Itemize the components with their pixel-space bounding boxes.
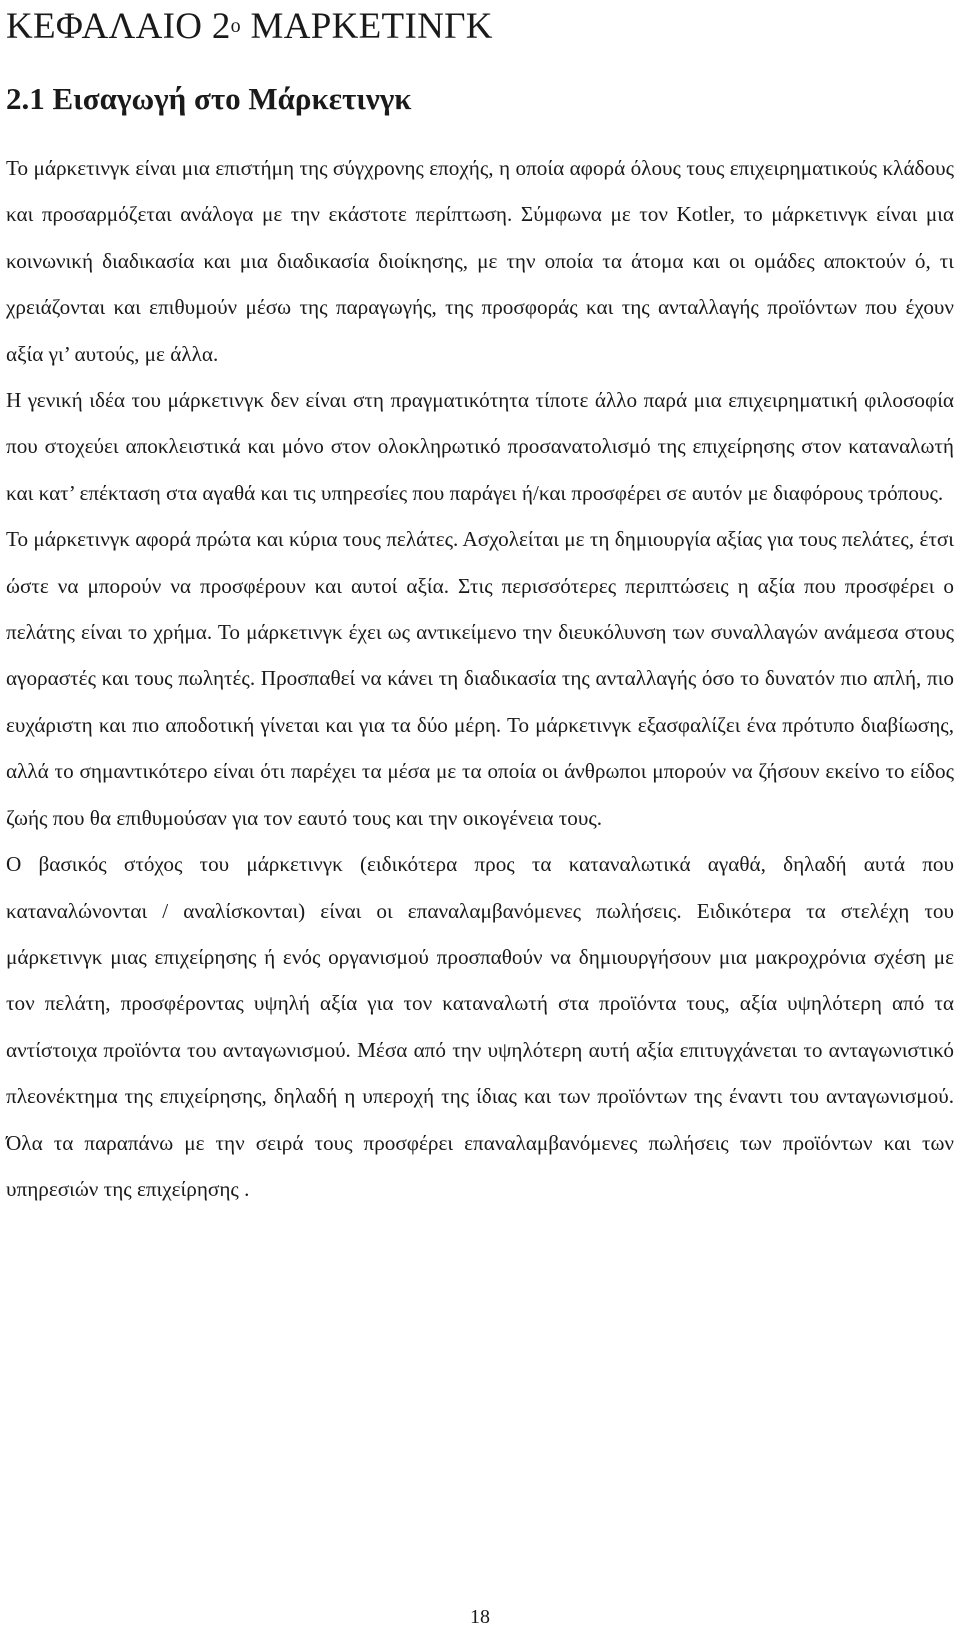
paragraph-2: Η γενική ιδέα του μάρκετινγκ δεν είναι στη πραγματικότητα τίποτε άλλο παρά μια επιχειρηματική φιλοσοφία που στοχεύει αποκλειστικά και μόνο στον ολοκληρωτικό προσανατολισμό της επιχείρησης στον καταναλωτή και κατ’ επέκταση στα αγαθά και τις υπηρεσίες που παράγει ή/και προσφέρει σε αυτόν με διαφόρους τρόπους. — [6, 388, 954, 505]
paragraph-4: Ο βασικός στόχος του μάρκετινγκ (ειδικότερα προς τα καταναλωτικά αγαθά, δηλαδή αυτά που καταναλώνονται / αναλίσκονται) είναι οι επαναλαμβανόμενες πωλήσεις. Ειδικότερα τα στελέχη του μάρκετινγκ μιας επιχείρησης ή ενός οργανισμού προσπαθούν να δημιουργήσουν μια μακροχρόνια σχέση με τον πελάτη, προσφέροντας υψηλή αξία για τον καταναλωτή στα προϊόντα τους, αξία υψηλότερη από τα αντίστοιχα προϊόντα του ανταγωνισμού. Μέσα από την υψηλότερη αυτή αξία επιτυγχάνεται το ανταγωνιστικό πλεονέκτημα της επιχείρησης, δηλαδή η υπεροχή της ίδιας και των προϊόντων της έναντι του ανταγωνισμού. Όλα τα παραπάνω με την σειρά τους προσφέρει επαναλαμβανόμενες πωλήσεις των προϊόντων και των υπηρεσιών της επιχείρησης . — [6, 852, 954, 1201]
chapter-title — [6, 0, 954, 53]
paragraph-1: Το μάρκετινγκ είναι μια επιστήμη της σύγχρονης εποχής, η οποία αφορά όλους τους επιχειρηματικούς κλάδους και προσαρμόζεται ανάλογα με την εκάστοτε περίπτωση. Σύμφωνα με τον Kotler, το μάρκετινγκ είναι μια κοινωνική διαδικασία και μια διαδικασία διοίκησης, με την οποία τα άτομα και οι ομάδες αποκτούν ό, τι χρειάζονται και επιθυμούν μέσω της παραγωγής, της προσφοράς και της ανταλλαγής προϊόντων που έχουν αξία γι’ αυτούς, με άλλα. — [6, 156, 954, 366]
page-number: 18 — [470, 1606, 490, 1628]
chapter-title-suffix: ΜΑΡΚΕΤΙΝΓΚ — [240, 6, 493, 47]
document-page — [6, 0, 954, 1212]
chapter-title-prefix: ΚΕΦΑΛΑΙΟ 2 — [6, 6, 231, 47]
body-text — [6, 145, 954, 1212]
chapter-title-superscript: ο — [230, 15, 241, 37]
section-title: 2.1 Εισαγωγή στο Μάρκετινγκ — [6, 81, 412, 116]
paragraph-3: Το μάρκετινγκ αφορά πρώτα και κύρια τους πελάτες. Ασχολείται με τη δημιουργία αξίας για τους πελάτες, έτσι ώστε να μπορούν να προσφέρουν και αυτοί αξία. Στις περισσότερες περιπτώσεις η αξία που προσφέρει ο πελάτης είναι το χρήμα. Το μάρκετινγκ έχει ως αντικείμενο την διευκόλυνση των συναλλαγών ανάμεσα στους αγοραστές και τους πωλητές. Προσπαθεί να κάνει τη διαδικασία της ανταλλαγής όσο το δυνατόν πιο απλή, πιο ευχάριστη και πιο αποδοτική γίνεται και για τα δύο μέρη. Το μάρκετινγκ εξασφαλίζει ένα πρότυπο διαβίωσης, αλλά το σημαντικότερο είναι ότι παρέχει τα μέσα με τα οποία οι άνθρωποι μπορούν να ζήσουν εκείνο το είδος ζωής που θα επιθυμούσαν για τον εαυτό τους και την οικογένεια τους. — [6, 527, 954, 830]
